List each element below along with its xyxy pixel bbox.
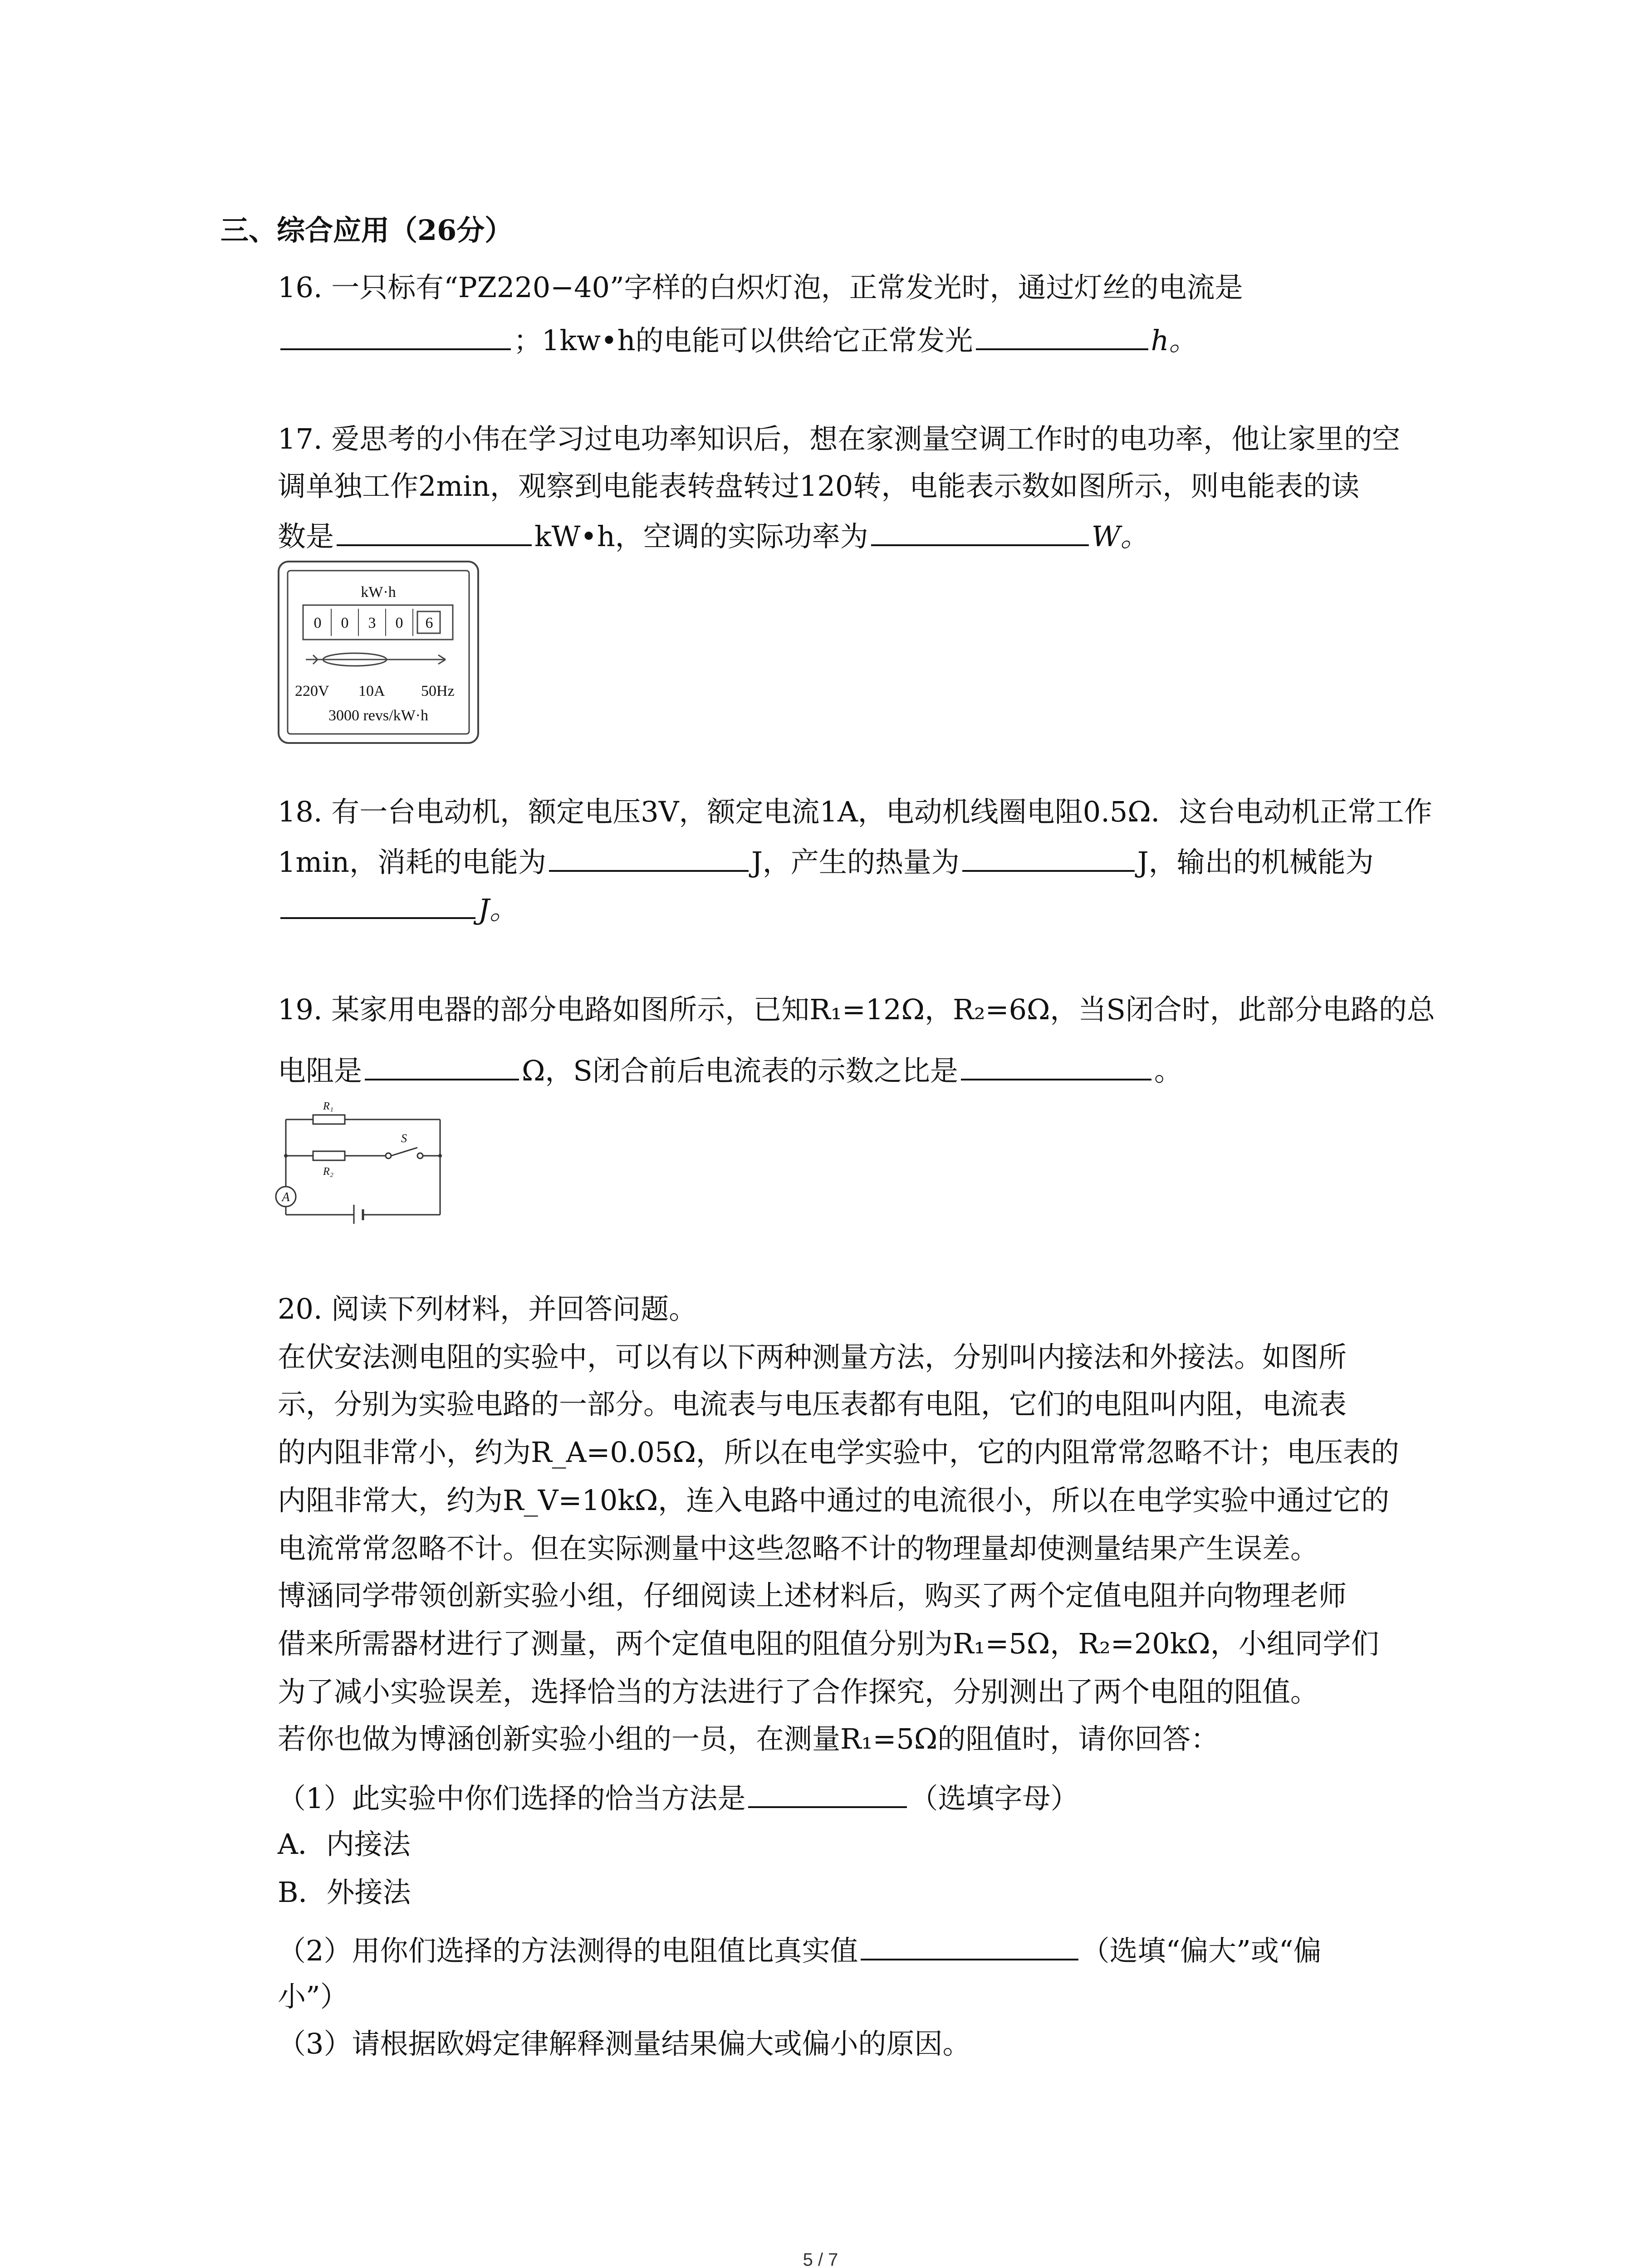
resistor-r1 (313, 1115, 345, 1124)
answer-blank[interactable] (961, 1051, 1151, 1080)
q17-line2: 调单独工作2min，观察到电能表转盘转过120转，电能表示数如图所示，则电能表的读 (278, 469, 1360, 503)
meter-current: 10A (358, 683, 385, 699)
q20-part1 (278, 1778, 1078, 1817)
electricity-meter-figure (277, 560, 481, 746)
r1-label: R₁ (323, 1100, 334, 1112)
switch-label: S (401, 1132, 407, 1145)
answer-blank[interactable] (962, 842, 1135, 872)
q17-line3-start: 数是 (278, 520, 334, 553)
q18-line2-end: J，输出的机械能为 (1137, 846, 1374, 879)
q18-line1: 18. 有一台电动机，额定电压3V，额定电流1A，电动机线圈电阻0.5Ω．这台电动机正常工作 (278, 795, 1432, 828)
meter-voltage: 220V (295, 683, 329, 699)
q17-line3-mid: kW•h，空调的实际功率为 (534, 520, 868, 553)
q20-line: 借来所需器材进行了测量，两个定值电阻的阻值分别为R₁=5Ω，R₂=20kΩ，小组同学们 (278, 1627, 1379, 1660)
answer-blank[interactable] (549, 842, 749, 872)
meter-digit: 0 (314, 615, 322, 631)
q20-part2-start: （2）用你们选择的方法测得的电阻值比真实值 (278, 1934, 858, 1967)
q16-line2-mid: ；1kw•h的电能可以供给它正常发光 (514, 324, 973, 357)
q20-line: 内阻非常大，约为R_V=10kΩ，连入电路中通过的电流很小，所以在电学实验中通过它的 (278, 1484, 1390, 1517)
page-number: 5 / 7 (803, 2250, 838, 2268)
answer-blank[interactable] (871, 516, 1089, 546)
q20-line: 的内阻非常小，约为R_A=0.05Ω，所以在电学实验中，它的内阻常常忽略不计；电压表的 (278, 1436, 1399, 1469)
resistor-r2 (313, 1151, 345, 1160)
q20-line: 在伏安法测电阻的实验中，可以有以下两种测量方法，分别叫内接法和外接法。如图所 (278, 1340, 1347, 1374)
q19-line2-start: 电阻是 (278, 1054, 362, 1087)
section-title: 三、综合应用（26分） (220, 214, 513, 247)
q19-line2 (278, 1051, 1182, 1089)
q20-option-b: B．外接法 (278, 1876, 411, 1909)
q16-line1: 16. 一只标有“PZ220−40”字样的白炽灯泡，正常发光时，通过灯丝的电流是 (278, 271, 1243, 304)
q20-line: 电流常常忽略不计。但在实际测量中这些忽略不计的物理量却使测量结果产生误差。 (278, 1532, 1319, 1565)
q18-line2 (278, 842, 1374, 880)
meter-digit: 3 (368, 615, 376, 631)
q18-line2-mid: J，产生的热量为 (751, 846, 960, 879)
q19-line2-end: 。 (1154, 1054, 1182, 1087)
meter-digit: 0 (341, 615, 349, 631)
circuit-diagram-figure (272, 1097, 454, 1224)
q20-line: 20. 阅读下列材料，并回答问题。 (278, 1292, 697, 1325)
q20-part2 (278, 1931, 1322, 1969)
switch-contact (386, 1153, 391, 1158)
answer-blank[interactable] (280, 320, 511, 350)
q20-part1-end: （选填字母） (910, 1782, 1079, 1815)
meter-rate: 3000 revs/kW·h (328, 707, 429, 724)
answer-blank[interactable] (861, 1931, 1078, 1960)
q17-line3-unit: W。 (1091, 520, 1149, 553)
q18-line2-start: 1min，消耗的电能为 (278, 846, 546, 879)
q20-part2-end: （选填“偏大”或“偏 (1081, 1934, 1322, 1967)
meter-digit-last: 6 (425, 615, 433, 631)
q19-line1: 19. 某家用电器的部分电路如图所示，已知R₁=12Ω，R₂=6Ω，当S闭合时，此部分电路的总 (278, 993, 1435, 1026)
ammeter-label: A (282, 1190, 290, 1204)
q20-option-a: A．内接法 (278, 1828, 411, 1861)
answer-blank[interactable] (748, 1778, 907, 1808)
answer-blank[interactable] (280, 889, 475, 919)
q18-line3 (278, 889, 518, 928)
q16-line2 (278, 320, 1197, 359)
r2-label: R₂ (323, 1166, 334, 1178)
answer-blank[interactable] (337, 516, 532, 546)
q18-line3-unit: J。 (478, 893, 518, 926)
q16-line2-unit: h。 (1151, 324, 1197, 357)
answer-blank[interactable] (976, 320, 1148, 350)
q20-line: 博涵同学带领创新实验小组，仔细阅读上述材料后，购买了两个定值电阻并向物理老师 (278, 1579, 1347, 1612)
meter-unit-label: kW·h (361, 584, 396, 601)
q20-line: 若你也做为博涵创新实验小组的一员，在测量R₁=5Ω的阻值时，请你回答： (278, 1722, 1219, 1755)
q20-line: 为了减小实验误差，选择恰当的方法进行了合作探究，分别测出了两个电阻的阻值。 (278, 1675, 1319, 1708)
meter-frequency: 50Hz (421, 683, 455, 699)
q20-line: 示，分别为实验电路的一部分。电流表与电压表都有电阻，它们的电阻叫内阻，电流表 (278, 1388, 1347, 1421)
switch-lever (391, 1148, 417, 1156)
q19-line2-mid: Ω，S闭合前后电流表的示数之比是 (522, 1054, 958, 1087)
q17-line1: 17. 爱思考的小伟在学习过电功率知识后，想在家测量空调工作时的电功率，他让家里的空 (278, 422, 1401, 455)
q20-part3: （3）请根据欧姆定律解释测量结果偏大或偏小的原因。 (278, 2027, 971, 2060)
q20-part1-start: （1）此实验中你们选择的恰当方法是 (278, 1782, 746, 1815)
meter-digit: 0 (395, 615, 403, 631)
q17-line3 (278, 516, 1149, 555)
answer-blank[interactable] (365, 1051, 519, 1080)
q20-part2-cont: 小”） (278, 1980, 348, 2013)
